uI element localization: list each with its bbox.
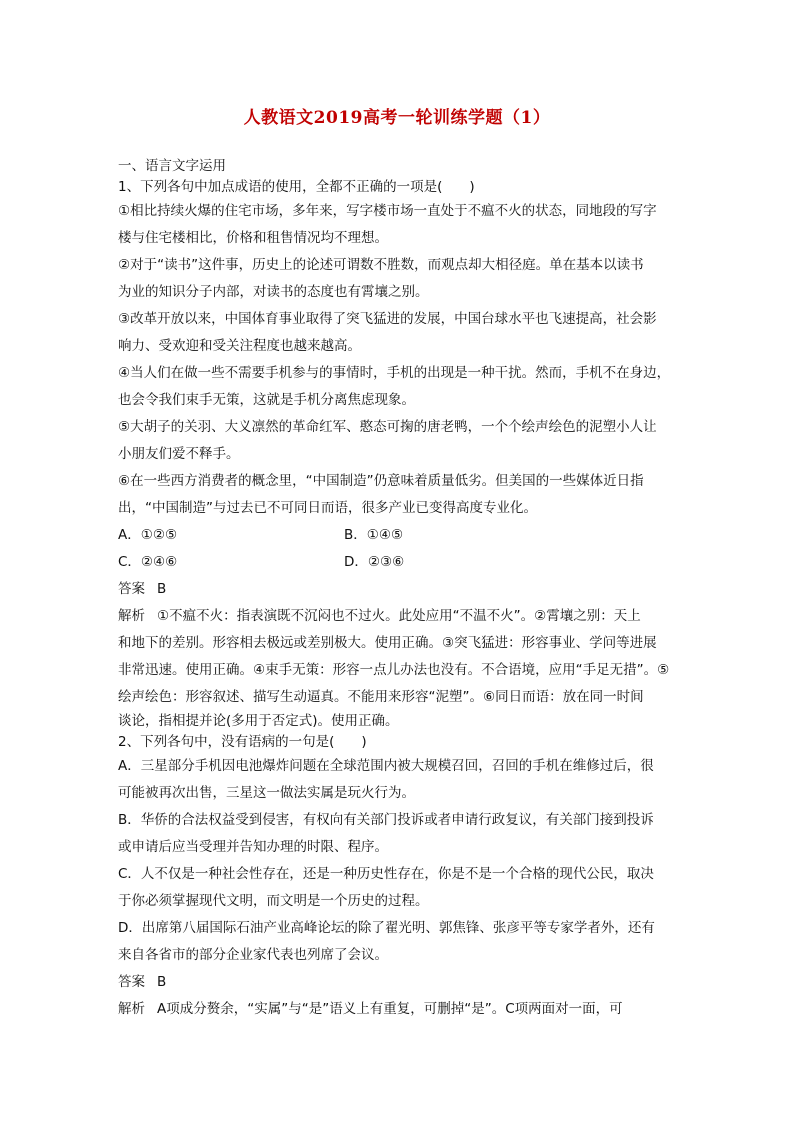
answer-value: B [157, 974, 167, 990]
q2-line: 或申请后应当受理并告知办理的时限、程序。 [118, 839, 388, 855]
q1-line: ⑤大胡子的关羽、大义凛然的革命红军、憨态可掬的唐老鸭，一个个绘声绘色的泥塑小人让 [118, 419, 657, 435]
answer-value: B [157, 581, 167, 597]
q1-line: ④当人们在做一些不需要手机参与的事情时，手机的出现是一种干扰。然而，手机不在身边， [118, 365, 671, 381]
analysis-text: A项成分赘余，“实属”与“是”语义上有重复，可删掉“是”。C项两面对一面，可 [157, 1001, 623, 1017]
q2-line: A．三星部分手机因电池爆炸问题在全球范围内被大规模召回，召回的手机在维修过后，很 [118, 758, 654, 774]
section-heading: 一、语言文字运用 [118, 158, 226, 174]
analysis-label: 解析 [118, 608, 145, 624]
q1-option-d: D．②③⑥ [344, 554, 405, 570]
q2-line: 可能被再次出售，三星这一做法实属是玩火行为。 [118, 785, 415, 801]
question-2-stem: 2、下列各句中，没有语病的一句是( ) [118, 734, 367, 750]
q2-line: 于你必须掌握现代文明，而文明是一个历史的过程。 [118, 893, 429, 909]
question-1-stem: 1、下列各句中加点成语的使用，全都不正确的一项是( ) [118, 179, 475, 195]
q1-line: ③改革开放以来，中国体育事业取得了突飞猛进的发展，中国台球水平也飞速提高，社会影 [118, 311, 657, 327]
q1-answer [118, 576, 678, 603]
q1-line: 也会令我们束手无策，这就是手机分离焦虑现象。 [118, 392, 415, 408]
q1-analysis-line: 绘声绘色：形容叙述、描写生动逼真。不能用来形容“泥塑”。⑥同日而语：放在同一时间 [118, 689, 644, 705]
q2-analysis-line [118, 996, 678, 1023]
q1-line: 出，“中国制造”与过去已不可同日而语，很多产业已变得高度专业化。 [118, 500, 537, 516]
q2-line: D．出席第八届国际石油产业高峰论坛的除了翟光明、郭焦锋、张彦平等专家学者外，还有 [118, 920, 655, 936]
document-body [118, 156, 678, 1023]
q1-line: ②对于“读书”这件事，历史上的论述可谓数不胜数，而观点却大相径庭。单在基本以读书 [118, 257, 644, 273]
answer-label: 答案 [118, 581, 145, 597]
q1-analysis-line [118, 603, 678, 630]
q2-line: C．人不仅是一种社会性存在，还是一种历史性存在，你是不是一个合格的现代公民，取决 [118, 866, 654, 882]
q1-analysis-line: 谈论，指相提并论(多用于否定式)。使用正确。 [118, 713, 399, 729]
q2-line: 来自各省市的部分企业家代表也列席了会议。 [118, 947, 388, 963]
page-title: 人教语文2019高考一轮训练学题（1） [243, 108, 551, 128]
q1-line: ⑥在一些西方消费者的概念里，“中国制造”仍意味着质量低劣。但美国的一些媒体近日指 [118, 473, 644, 489]
q1-line: ①相比持续火爆的住宅市场，多年来，写字楼市场一直处于不瘟不火的状态，同地段的写字 [118, 203, 657, 219]
q2-answer [118, 969, 678, 996]
q1-options-row [118, 549, 678, 576]
answer-label: 答案 [118, 974, 145, 990]
q1-option-b: B．①④⑤ [344, 527, 404, 543]
q1-analysis-line: 非常迅速。使用正确。④束手无策：形容一点儿办法也没有。不合语境，应用“手足无措”。⑤ [118, 662, 670, 678]
q1-option-c: C．②④⑥ [118, 554, 178, 570]
analysis-label: 解析 [118, 1001, 145, 1017]
q1-options-row [118, 522, 678, 549]
q1-line: 为业的知识分子内部，对读书的态度也有霄壤之别。 [118, 284, 429, 300]
q2-line: B．华侨的合法权益受到侵害，有权向有关部门投诉或者申请行政复议，有关部门接到投诉 [118, 812, 654, 828]
q1-line: 楼与住宅楼相比，价格和租售情况均不理想。 [118, 230, 388, 246]
analysis-text: ①不瘟不火：指表演既不沉闷也不过火。此处应用“不温不火”。②霄壤之别：天上 [157, 608, 641, 624]
q1-option-a: A．①②⑤ [118, 527, 178, 543]
q1-line: 响力、受欢迎和受关注程度也越来越高。 [118, 338, 361, 354]
q1-line: 小朋友们爱不释手。 [118, 446, 240, 462]
q1-analysis-line: 和地下的差别。形容相去极远或差别极大。使用正确。③突飞猛进：形容事业、学问等进展 [118, 635, 657, 651]
